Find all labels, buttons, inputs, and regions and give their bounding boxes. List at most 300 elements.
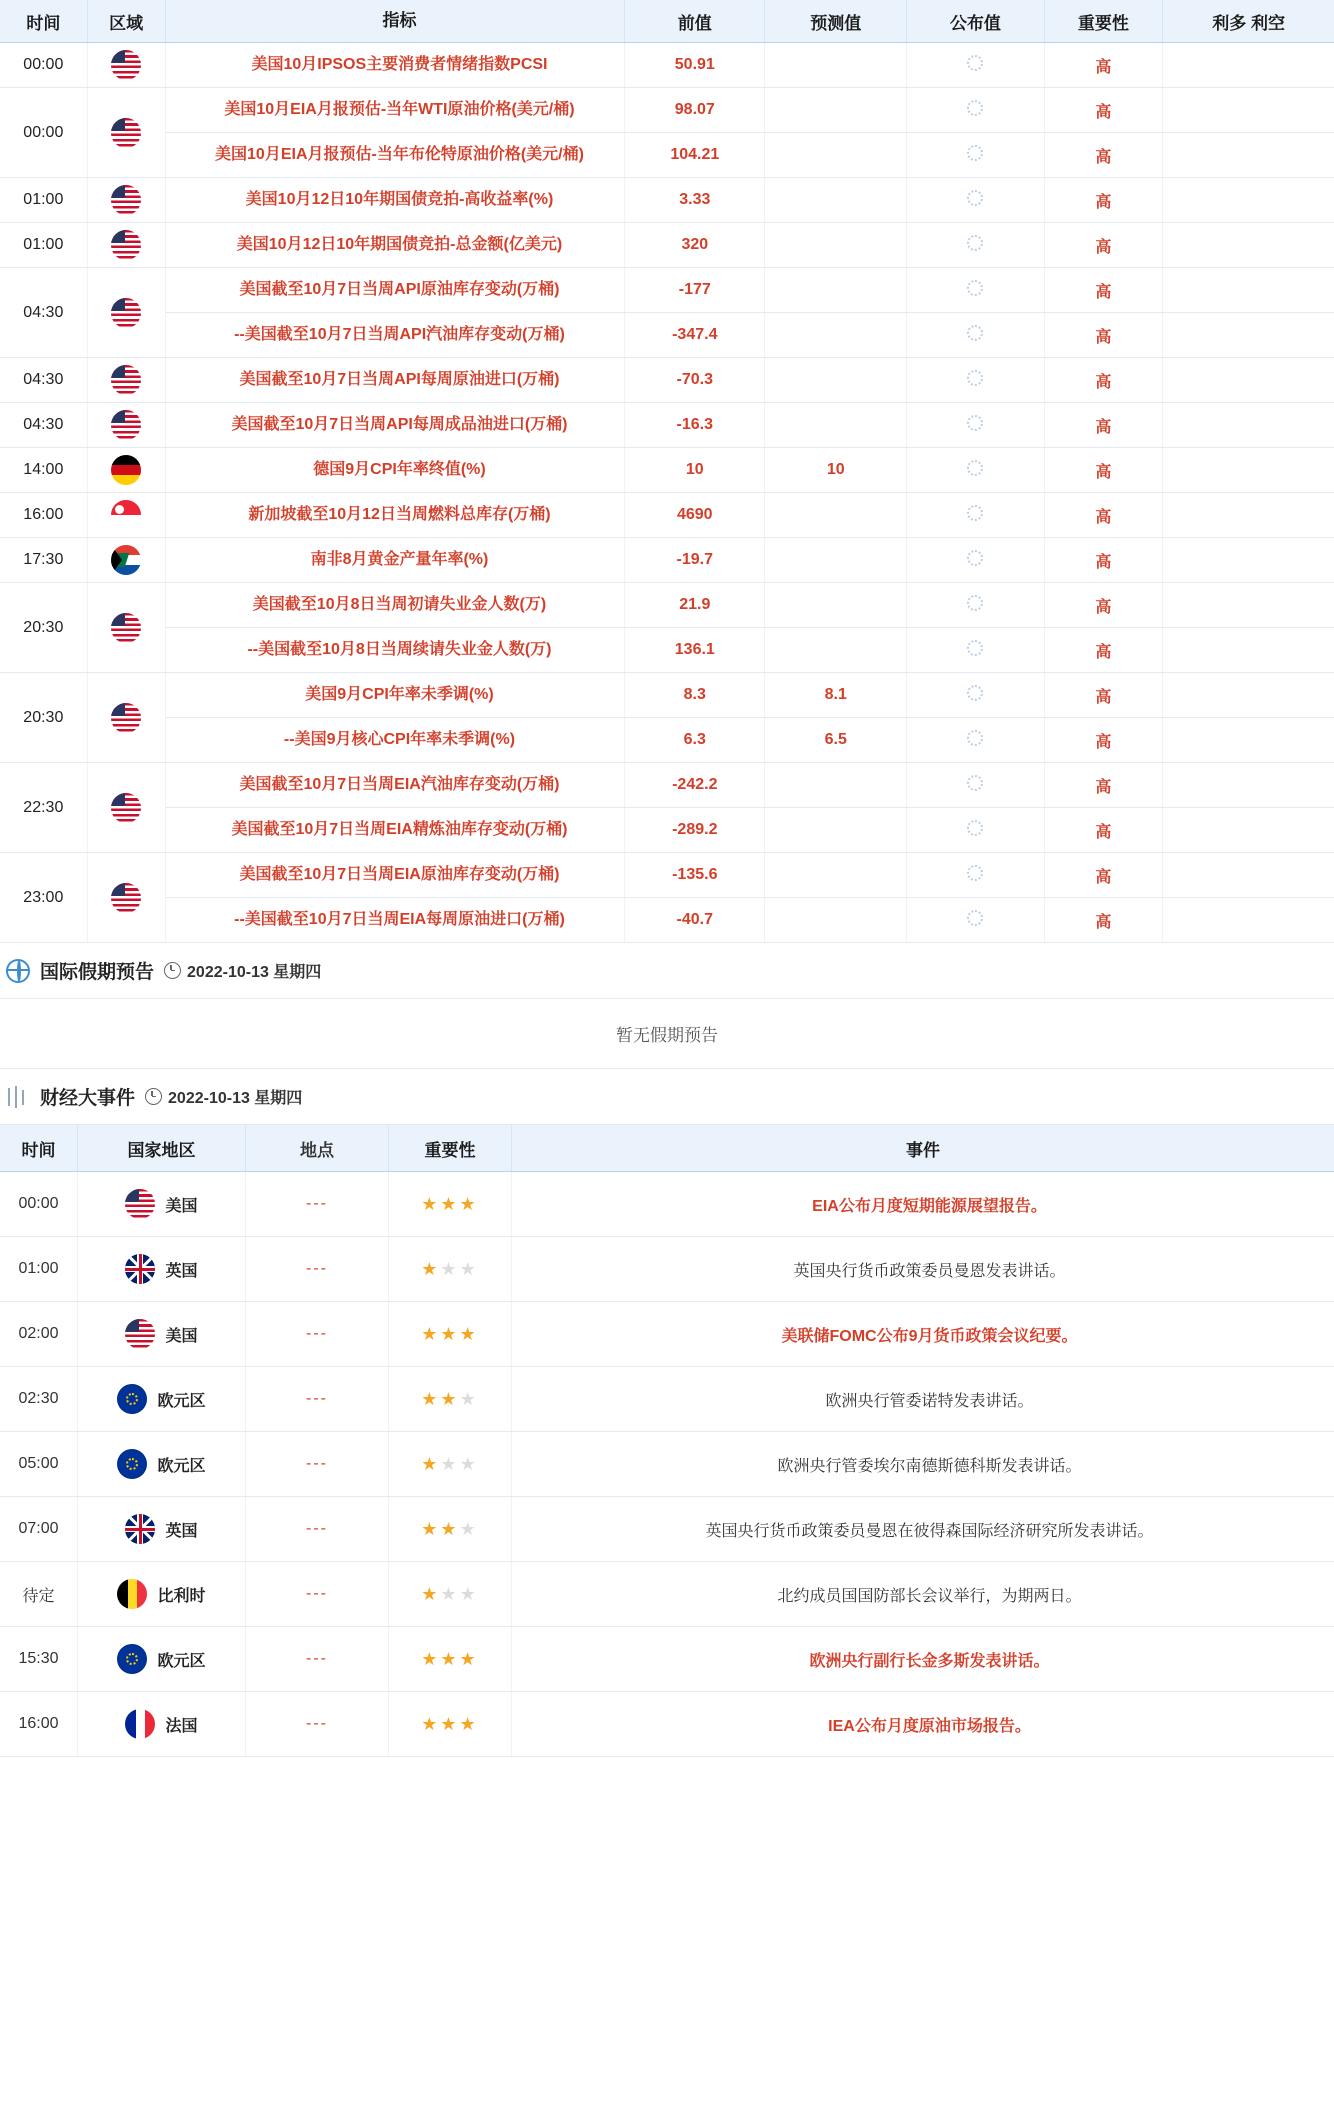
cell-region [87,853,165,943]
cell-time: 22:30 [0,763,87,853]
cell-published [907,673,1044,718]
loading-spinner-icon [967,280,983,296]
cell-indicator[interactable]: 美国10月EIA月报预估-当年WTI原油价格(美元/桶) [165,88,625,133]
cell-forecast [765,223,907,268]
cell-time: 17:30 [0,538,87,583]
cell-event-place: --- [246,1497,389,1562]
flag-us-icon [125,1319,155,1349]
cell-indicator[interactable]: --美国截至10月7日当周EIA每周原油进口(万桶) [165,898,625,943]
loading-spinner-icon [967,325,983,341]
cell-importance: 高 [1044,403,1163,448]
events-title: 财经大事件 [40,1088,136,1109]
cell-region [87,403,165,448]
cell-event-importance [389,1367,512,1432]
cell-importance: 高 [1044,178,1163,223]
table-row[interactable] [0,43,1334,88]
cell-forecast [765,268,907,313]
cell-previous: -177 [625,268,765,313]
cell-forecast [765,88,907,133]
flag-eu-icon [117,1384,147,1414]
star-rating-icon: ★★★ [421,1583,479,1604]
cell-event-desc[interactable]: 英国央行货币政策委员曼恩发表讲话。 [512,1237,1334,1302]
cell-importance: 高 [1044,763,1163,808]
table-row[interactable] [0,1367,1334,1432]
cell-published [907,718,1044,763]
country-label: 美国 [165,1197,198,1215]
cell-time: 04:30 [0,403,87,448]
cell-event-time: 05:00 [0,1432,78,1497]
cell-effect [1163,223,1334,268]
cell-event-time: 07:00 [0,1497,78,1562]
country-label: 英国 [165,1522,198,1540]
star-rating-icon: ★★★ [421,1258,479,1279]
table-row[interactable] [0,898,1334,943]
cell-indicator[interactable]: 美国截至10月7日当周EIA精炼油库存变动(万桶) [165,808,625,853]
col-region: 区域 [87,0,165,43]
cell-event-place: --- [246,1562,389,1627]
loading-spinner-icon [967,415,983,431]
cell-forecast: 8.1 [765,673,907,718]
table-row[interactable] [0,1497,1334,1562]
cell-previous: 21.9 [625,583,765,628]
globe-icon [6,959,30,983]
flag-de-icon [111,455,141,485]
loading-spinner-icon [967,640,983,656]
cell-published [907,313,1044,358]
cell-previous: 3.33 [625,178,765,223]
cell-effect [1163,133,1334,178]
cell-previous: -19.7 [625,538,765,583]
loading-spinner-icon [967,865,983,881]
cell-effect [1163,88,1334,133]
cell-published [907,358,1044,403]
clock-icon [164,962,181,979]
cell-indicator[interactable]: 南非8月黄金产量年率(%) [165,538,625,583]
cell-time: 16:00 [0,493,87,538]
cell-effect [1163,763,1334,808]
cell-region [87,88,165,178]
col-event-country: 国家地区 [78,1125,246,1172]
table-row[interactable] [0,223,1334,268]
loading-spinner-icon [967,460,983,476]
loading-spinner-icon [967,550,983,566]
cell-region [87,763,165,853]
flag-us-icon [111,410,141,440]
cell-region [87,268,165,358]
cell-indicator[interactable]: 美国截至10月7日当周API原油库存变动(万桶) [165,268,625,313]
cell-forecast [765,808,907,853]
cell-event-importance [389,1237,512,1302]
economic-calendar-table [0,0,1334,943]
cell-event-importance [389,1497,512,1562]
cell-effect [1163,178,1334,223]
cell-published [907,448,1044,493]
cell-indicator[interactable]: 美国10月12日10年期国债竞拍-总金额(亿美元) [165,223,625,268]
cell-event-desc[interactable]: 欧洲央行管委埃尔南德斯德科斯发表讲话。 [512,1432,1334,1497]
calendar-header-row [0,0,1334,43]
country-label: 欧元区 [157,1457,206,1475]
cell-previous: 50.91 [625,43,765,88]
loading-spinner-icon [967,190,983,206]
cell-effect [1163,673,1334,718]
cell-indicator[interactable]: --美国截至10月7日当周API汽油库存变动(万桶) [165,313,625,358]
table-row[interactable] [0,1172,1334,1237]
events-date [145,1085,302,1108]
cell-event-importance [389,1562,512,1627]
cell-time: 01:00 [0,178,87,223]
cell-region [87,448,165,493]
flag-us-icon [111,50,141,80]
cell-indicator[interactable]: 美国截至10月7日当周EIA汽油库存变动(万桶) [165,763,625,808]
cell-forecast [765,178,907,223]
cell-published [907,178,1044,223]
events-icon [6,1086,30,1108]
cell-event-country [78,1692,246,1757]
cell-indicator[interactable]: --美国9月核心CPI年率未季调(%) [165,718,625,763]
cell-event-time: 02:30 [0,1367,78,1432]
table-row[interactable] [0,763,1334,808]
cell-event-place: --- [246,1627,389,1692]
cell-indicator[interactable]: --美国截至10月8日当周续请失业金人数(万) [165,628,625,673]
flag-be-icon [117,1579,147,1609]
table-row[interactable] [0,1432,1334,1497]
table-row[interactable] [0,178,1334,223]
cell-event-country [78,1172,246,1237]
cell-event-importance [389,1627,512,1692]
cell-importance: 高 [1044,853,1163,898]
cell-published [907,763,1044,808]
star-rating-icon: ★★★ [421,1648,479,1669]
cell-importance: 高 [1044,538,1163,583]
holiday-empty-text: 暂无假期预告 [0,999,1334,1069]
cell-published [907,268,1044,313]
cell-event-place: --- [246,1432,389,1497]
cell-time: 14:00 [0,448,87,493]
cell-published [907,538,1044,583]
cell-previous: 10 [625,448,765,493]
cell-indicator[interactable]: 美国10月12日10年期国债竞拍-高收益率(%) [165,178,625,223]
star-rating-icon: ★★★ [421,1323,479,1344]
table-row[interactable] [0,538,1334,583]
table-row[interactable] [0,88,1334,133]
cell-published [907,223,1044,268]
table-row[interactable] [0,628,1334,673]
cell-event-desc[interactable]: 欧洲央行副行长金多斯发表讲话。 [512,1627,1334,1692]
cell-effect [1163,853,1334,898]
cell-event-time: 02:00 [0,1302,78,1367]
cell-published [907,583,1044,628]
loading-spinner-icon [967,910,983,926]
cell-previous: 320 [625,223,765,268]
star-rating-icon: ★★★ [421,1453,479,1474]
table-row[interactable] [0,583,1334,628]
cell-event-country [78,1302,246,1367]
cell-indicator[interactable]: 美国截至10月7日当周API每周原油进口(万桶) [165,358,625,403]
cell-region [87,673,165,763]
cell-forecast: 6.5 [765,718,907,763]
cell-time: 23:00 [0,853,87,943]
flag-eu-icon [117,1644,147,1674]
table-row[interactable] [0,1692,1334,1757]
cell-forecast [765,358,907,403]
cell-event-place: --- [246,1302,389,1367]
cell-indicator[interactable]: 美国9月CPI年率未季调(%) [165,673,625,718]
table-row[interactable] [0,403,1334,448]
table-row[interactable] [0,853,1334,898]
cell-importance: 高 [1044,808,1163,853]
cell-previous: 98.07 [625,88,765,133]
cell-event-country [78,1497,246,1562]
col-importance: 重要性 [1044,0,1163,43]
cell-forecast [765,43,907,88]
table-row[interactable] [0,133,1334,178]
cell-effect [1163,808,1334,853]
cell-effect [1163,448,1334,493]
cell-indicator[interactable]: 美国截至10月7日当周API每周成品油进口(万桶) [165,403,625,448]
country-label: 比利时 [157,1587,206,1605]
col-indicator: 指标 [165,0,625,43]
cell-time: 04:30 [0,268,87,358]
cell-importance: 高 [1044,133,1163,178]
country-label: 美国 [165,1327,198,1345]
holiday-date-text: 2022-10-13 星期四 [187,964,322,981]
cell-importance: 高 [1044,673,1163,718]
cell-event-desc[interactable]: 英国央行货币政策委员曼恩在彼得森国际经济研究所发表讲话。 [512,1497,1334,1562]
cell-published [907,898,1044,943]
country-label: 英国 [165,1262,198,1280]
cell-effect [1163,628,1334,673]
loading-spinner-icon [967,775,983,791]
cell-effect [1163,268,1334,313]
cell-region [87,178,165,223]
cell-published [907,808,1044,853]
cell-effect [1163,538,1334,583]
loading-spinner-icon [967,820,983,836]
cell-event-importance [389,1302,512,1367]
cell-forecast [765,493,907,538]
cell-published [907,43,1044,88]
table-row[interactable] [0,358,1334,403]
cell-effect [1163,583,1334,628]
cell-event-place: --- [246,1172,389,1237]
table-row[interactable] [0,493,1334,538]
table-row[interactable] [0,1237,1334,1302]
col-time: 时间 [0,0,87,43]
cell-importance: 高 [1044,628,1163,673]
flag-us-icon [111,793,141,823]
star-rating-icon: ★★★ [421,1713,479,1734]
cell-event-time: 15:30 [0,1627,78,1692]
cell-effect [1163,43,1334,88]
cell-previous: -40.7 [625,898,765,943]
cell-time: 04:30 [0,358,87,403]
cell-effect [1163,313,1334,358]
country-label: 法国 [165,1717,198,1735]
cell-published [907,853,1044,898]
cell-importance: 高 [1044,898,1163,943]
flag-us-icon [111,883,141,913]
cell-forecast: 10 [765,448,907,493]
holiday-date [164,959,321,982]
cell-forecast [765,628,907,673]
cell-effect [1163,358,1334,403]
cell-effect [1163,718,1334,763]
loading-spinner-icon [967,145,983,161]
flag-za-icon [111,545,141,575]
cell-importance: 高 [1044,358,1163,403]
flag-us-icon [111,365,141,395]
table-row[interactable] [0,313,1334,358]
flag-sg-icon [111,500,141,530]
cell-effect [1163,493,1334,538]
table-row[interactable] [0,808,1334,853]
cell-published [907,403,1044,448]
events-section-header [0,1069,1334,1125]
loading-spinner-icon [967,55,983,71]
cell-indicator[interactable]: 新加坡截至10月12日当周燃料总库存(万桶) [165,493,625,538]
cell-forecast [765,403,907,448]
table-row[interactable] [0,268,1334,313]
holiday-section-header [0,943,1334,999]
cell-indicator[interactable]: 德国9月CPI年率终值(%) [165,448,625,493]
cell-effect [1163,403,1334,448]
flag-gb-icon [125,1254,155,1284]
cell-event-country [78,1237,246,1302]
cell-importance: 高 [1044,583,1163,628]
cell-event-time: 00:00 [0,1172,78,1237]
table-row[interactable] [0,718,1334,763]
cell-region [87,583,165,673]
cell-event-desc[interactable]: 美联储FOMC公布9月货币政策会议纪要。 [512,1302,1334,1367]
cell-previous: -289.2 [625,808,765,853]
cell-time: 00:00 [0,88,87,178]
cell-previous: -242.2 [625,763,765,808]
cell-event-place: --- [246,1367,389,1432]
cell-time: 00:00 [0,43,87,88]
cell-importance: 高 [1044,493,1163,538]
cell-importance: 高 [1044,223,1163,268]
cell-previous: 6.3 [625,718,765,763]
cell-previous: -16.3 [625,403,765,448]
table-row[interactable] [0,1562,1334,1627]
cell-event-desc[interactable]: 欧洲央行管委诺特发表讲话。 [512,1367,1334,1432]
cell-forecast [765,313,907,358]
cell-previous: -135.6 [625,853,765,898]
cell-previous: 4690 [625,493,765,538]
cell-time: 20:30 [0,583,87,673]
cell-time: 20:30 [0,673,87,763]
holiday-title: 国际假期预告 [40,962,155,983]
cell-region [87,493,165,538]
cell-importance: 高 [1044,268,1163,313]
loading-spinner-icon [967,595,983,611]
cell-event-time: 01:00 [0,1237,78,1302]
flag-eu-icon [117,1449,147,1479]
cell-importance: 高 [1044,313,1163,358]
cell-previous: -347.4 [625,313,765,358]
cell-indicator[interactable]: 美国截至10月8日当周初请失业金人数(万) [165,583,625,628]
cell-previous: 136.1 [625,628,765,673]
cell-forecast [765,538,907,583]
col-event-desc: 事件 [512,1125,1334,1172]
flag-gb-icon [125,1514,155,1544]
cell-forecast [765,898,907,943]
cell-event-country [78,1367,246,1432]
cell-event-importance [389,1172,512,1237]
flag-us-icon [111,298,141,328]
events-body [0,1172,1334,1757]
star-rating-icon: ★★★ [421,1193,479,1214]
cell-time: 01:00 [0,223,87,268]
cell-region [87,223,165,268]
cell-event-desc[interactable]: IEA公布月度原油市场报告。 [512,1692,1334,1757]
col-published: 公布值 [907,0,1044,43]
loading-spinner-icon [967,730,983,746]
cell-event-importance [389,1432,512,1497]
cell-event-desc[interactable]: 北约成员国国防部长会议举行，为期两日。 [512,1562,1334,1627]
table-row[interactable] [0,1627,1334,1692]
table-row[interactable] [0,448,1334,493]
star-rating-icon: ★★★ [421,1518,479,1539]
events-date-text: 2022-10-13 星期四 [168,1090,303,1107]
table-row[interactable] [0,673,1334,718]
cell-forecast [765,853,907,898]
flag-fr-icon [125,1709,155,1739]
cell-event-time: 待定 [0,1562,78,1627]
cell-published [907,133,1044,178]
events-table [0,1125,1334,1757]
loading-spinner-icon [967,235,983,251]
cell-region [87,538,165,583]
clock-icon [145,1088,162,1105]
country-label: 欧元区 [157,1652,206,1670]
cell-event-country [78,1627,246,1692]
flag-us-icon [111,613,141,643]
col-event-time: 时间 [0,1125,78,1172]
cell-region [87,43,165,88]
cell-event-time: 16:00 [0,1692,78,1757]
cell-effect [1163,898,1334,943]
table-row[interactable] [0,1302,1334,1367]
cell-importance: 高 [1044,448,1163,493]
cell-importance: 高 [1044,718,1163,763]
loading-spinner-icon [967,100,983,116]
cell-indicator[interactable]: 美国截至10月7日当周EIA原油库存变动(万桶) [165,853,625,898]
col-forecast: 预测值 [765,0,907,43]
cell-event-place: --- [246,1237,389,1302]
cell-indicator[interactable]: 美国10月EIA月报预估-当年布伦特原油价格(美元/桶) [165,133,625,178]
cell-published [907,88,1044,133]
flag-us-icon [111,118,141,148]
flag-us-icon [111,230,141,260]
flag-us-icon [111,703,141,733]
cell-importance: 高 [1044,88,1163,133]
cell-event-country [78,1432,246,1497]
calendar-body [0,43,1334,943]
cell-event-place: --- [246,1692,389,1757]
loading-spinner-icon [967,505,983,521]
cell-event-importance [389,1692,512,1757]
cell-indicator[interactable]: 美国10月IPSOS主要消费者情绪指数PCSI [165,43,625,88]
flag-us-icon [125,1189,155,1219]
col-previous: 前值 [625,0,765,43]
cell-region [87,358,165,403]
country-label: 欧元区 [157,1392,206,1410]
cell-importance: 高 [1044,43,1163,88]
col-event-place: 地点 [246,1125,389,1172]
cell-event-desc[interactable]: EIA公布月度短期能源展望报告。 [512,1172,1334,1237]
loading-spinner-icon [967,370,983,386]
